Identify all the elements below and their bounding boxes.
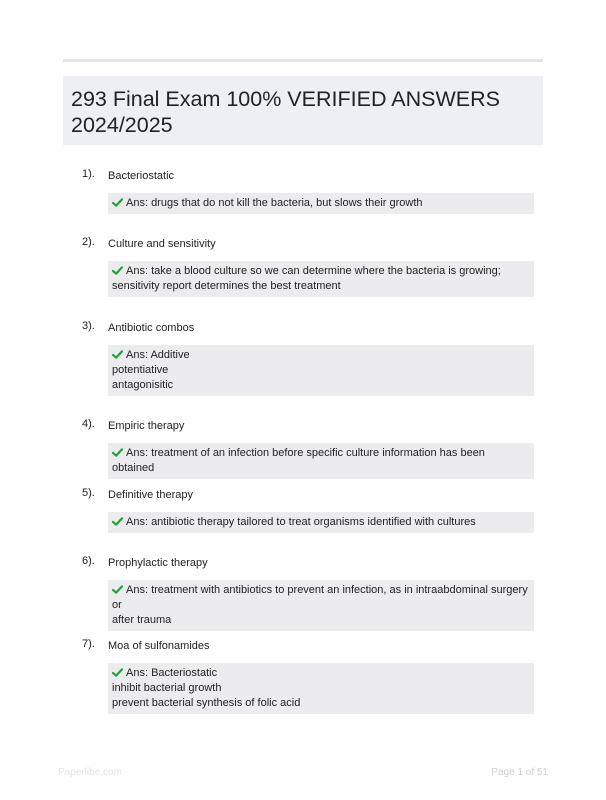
answer-box: [108, 512, 534, 533]
check-icon: [112, 517, 123, 526]
page-number: Page 1 of 51: [491, 767, 548, 778]
check-icon: [112, 266, 123, 275]
question-number: 1).: [82, 168, 95, 180]
check-icon: [112, 198, 123, 207]
answer-line: after trauma: [112, 614, 172, 626]
answer-line: Ans: drugs that do not kill the bacteria, but slows their growth: [126, 197, 423, 209]
answer-box: [108, 193, 534, 214]
question-number: 2).: [82, 236, 95, 248]
answer-line: sensitivity report determines the best treatment: [112, 280, 341, 292]
answer-box: [108, 345, 534, 396]
answer-line: Ans: treatment of an infection before specific culture information has been obtained: [112, 447, 488, 474]
title-banner: [63, 76, 543, 145]
question-number: 3).: [82, 320, 95, 332]
answer-line: prevent bacterial synthesis of folic acid: [112, 697, 301, 709]
answer-line: Ans: antibiotic therapy tailored to treat organisms identified with cultures: [126, 516, 476, 528]
top-divider: [63, 59, 543, 62]
question-text: Bacteriostatic: [108, 170, 175, 182]
check-icon: [112, 668, 123, 677]
question-number: 4).: [82, 418, 95, 430]
check-icon: [112, 585, 123, 594]
answer-line: Ans: Additive: [126, 349, 190, 361]
question-text: Empiric therapy: [108, 420, 185, 432]
answer-line: Ans: take a blood culture so we can determine where the bacteria is growing;: [126, 265, 501, 277]
question-number: 6).: [82, 555, 95, 567]
answer-line: Ans: treatment with antibiotics to prevent an infection, as in intraabdominal surgery or: [112, 584, 531, 611]
answer-box: [108, 663, 534, 714]
answer-box: [108, 443, 534, 479]
answer-box: [108, 261, 534, 297]
question-text: Culture and sensitivity: [108, 238, 216, 250]
question-text: Moa of sulfonamides: [108, 640, 210, 652]
question-text: Definitive therapy: [108, 489, 193, 501]
question-number: 7).: [82, 638, 95, 650]
answer-line: Ans: Bacteriostatic: [126, 667, 218, 679]
check-icon: [112, 448, 123, 457]
answer-line: antagonisitic: [112, 379, 174, 391]
check-icon: [112, 350, 123, 359]
answer-line: potentiative: [112, 364, 169, 376]
footer-watermark: Paperlibe.com: [58, 767, 122, 778]
document-title: 293 Final Exam 100% VERIFIED ANSWERS 2024/2025: [71, 87, 500, 137]
question-number: 5).: [82, 487, 95, 499]
question-text: Prophylactic therapy: [108, 557, 208, 569]
answer-line: inhibit bacterial growth: [112, 682, 222, 694]
answer-box: [108, 580, 534, 631]
question-text: Antibiotic combos: [108, 322, 195, 334]
